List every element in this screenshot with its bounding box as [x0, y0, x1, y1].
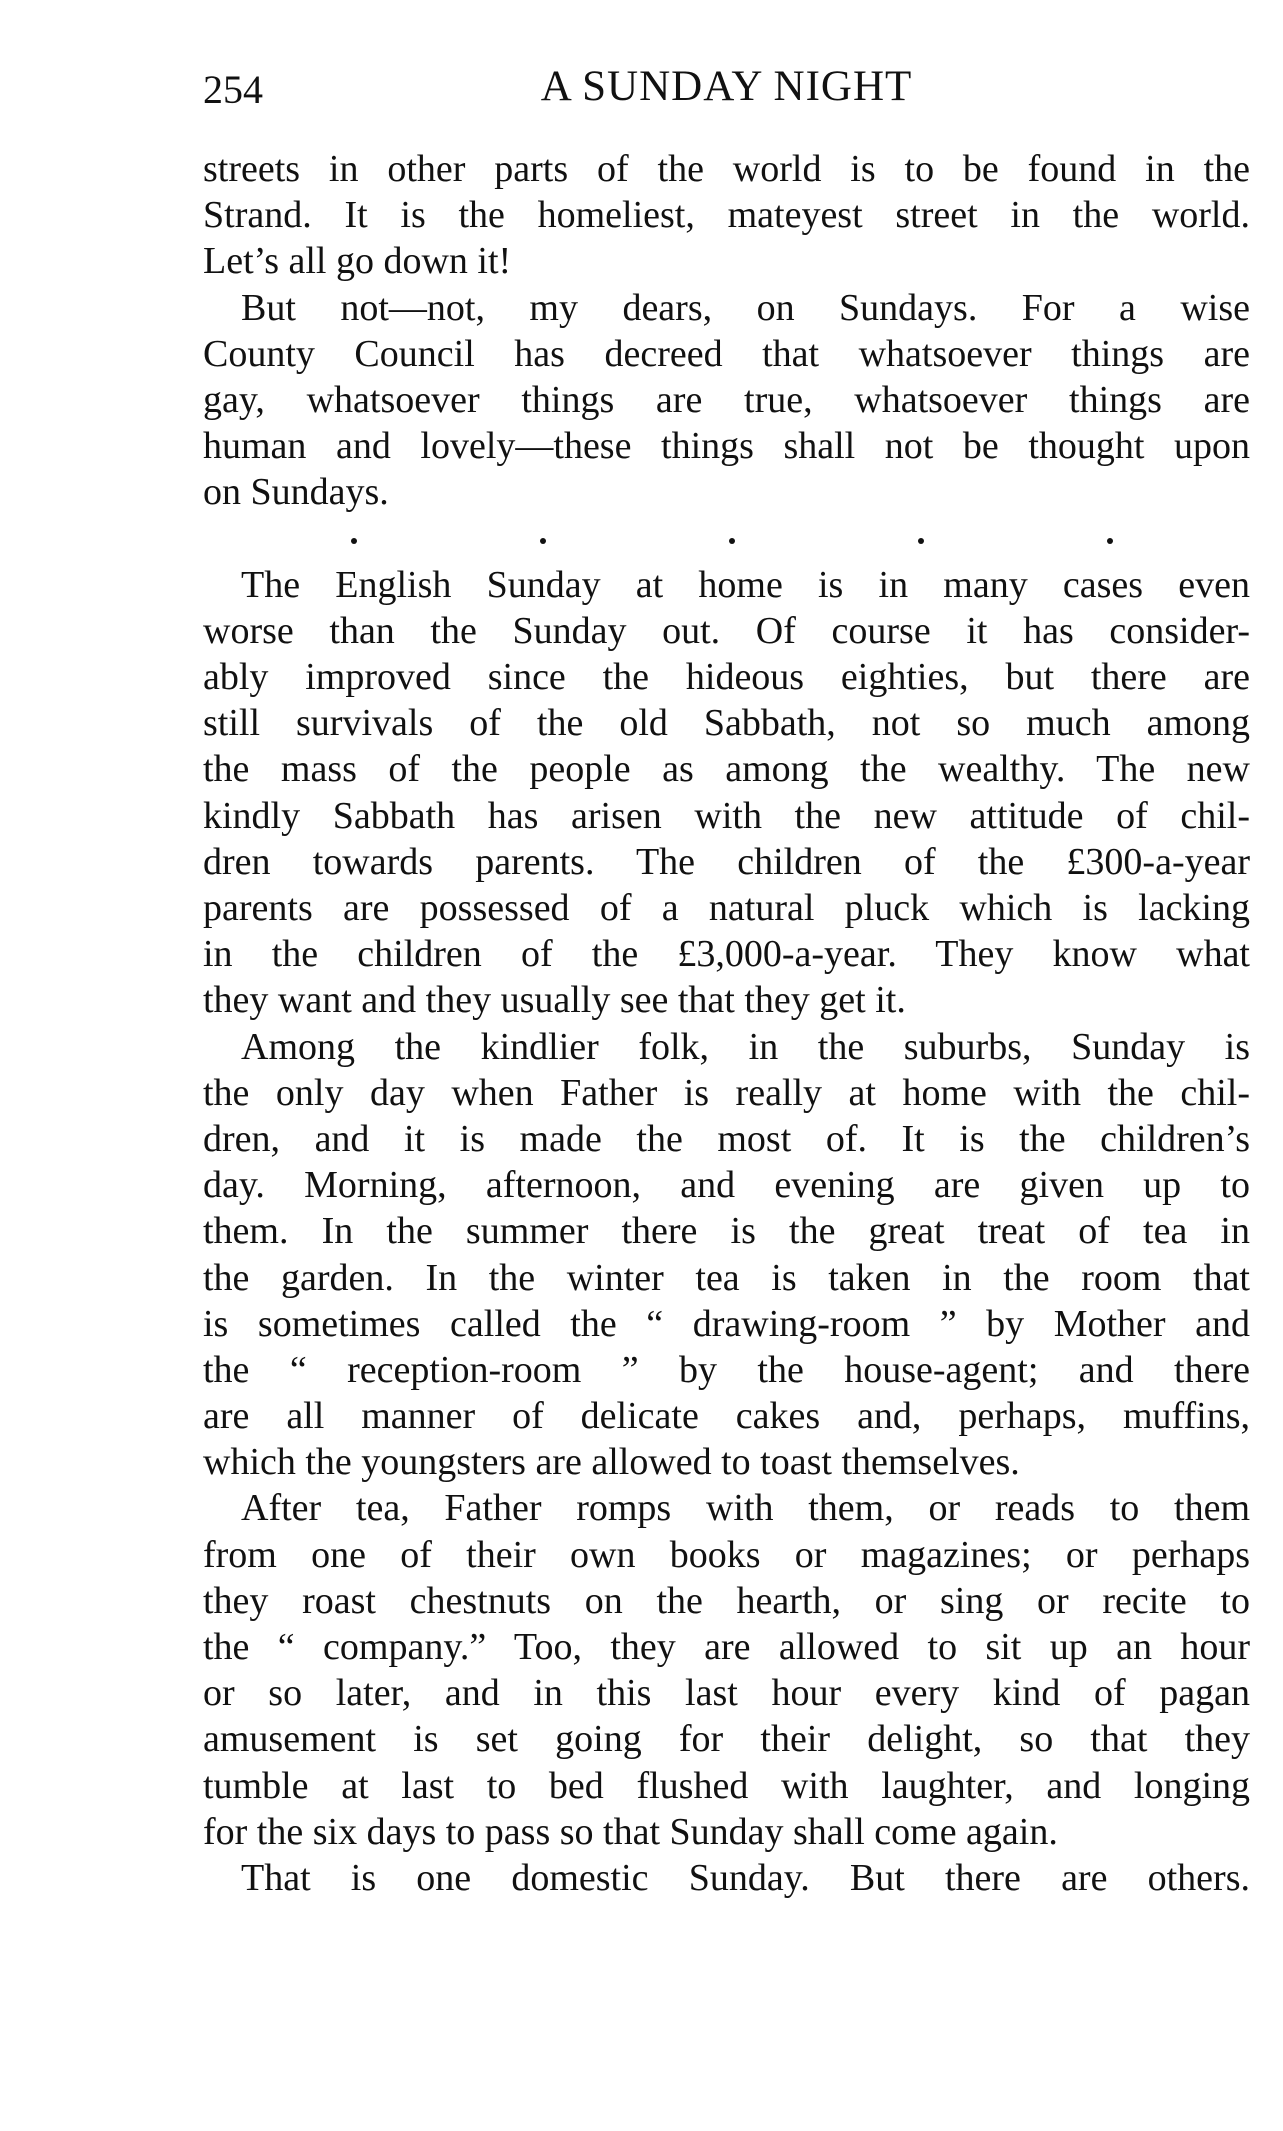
text-line: Strand. It is the homeliest, mateyest street in the world. [203, 194, 1250, 237]
text-line: on Sundays. [203, 471, 389, 514]
text-line: the garden. In the winter tea is taken in the room that [203, 1256, 1250, 1299]
text-line: Let’s all go down it! [203, 240, 512, 283]
separator-dot [540, 538, 546, 544]
text-line: are all manner of delicate cakes and, perhaps, muffins, [203, 1395, 1250, 1438]
running-title: A SUNDAY NIGHT [540, 63, 913, 110]
text-line: or so later, and in this last hour every kind of pagan [203, 1672, 1250, 1715]
text-line: them. In the summer there is the great treat of tea in [203, 1210, 1250, 1253]
text-line: human and lovely—these things shall not be thought upon [203, 425, 1250, 468]
page-number: 254 [203, 67, 263, 112]
text-line: tumble at last to bed flushed with laughter, and longing [203, 1764, 1250, 1807]
separator-dot [918, 538, 924, 544]
text-line: worse than the Sunday out. Of course it has consider- [203, 609, 1250, 652]
text-line: in the children of the £3,000-a-year. They know what [203, 933, 1250, 976]
paragraph [203, 1855, 1250, 1901]
paragraph [203, 146, 1250, 285]
text-line: day. Morning, afternoon, and evening are given up to [203, 1164, 1250, 1207]
text-line: Among the kindlier folk, in the suburbs, Sunday is [241, 1025, 1250, 1068]
text-line: the mass of the people as among the wealthy. The new [203, 748, 1250, 791]
text-line: from one of their own books or magazines; or perhaps [203, 1533, 1250, 1576]
text-line: kindly Sabbath has arisen with the new attitude of chil- [203, 794, 1250, 837]
text-line: which the youngsters are allowed to toast themselves. [203, 1441, 1020, 1484]
text-line: ably improved since the hideous eighties, but there are [203, 656, 1250, 699]
text-line: the “ company.” Too, they are allowed to sit up an hour [203, 1626, 1250, 1668]
text-line: the only day when Father is really at home with the chil- [203, 1071, 1250, 1114]
text-line: they roast chestnuts on the hearth, or sing or recite to [203, 1579, 1250, 1622]
separator-dot [1107, 538, 1113, 544]
text-line: County Council has decreed that whatsoever things are [203, 332, 1250, 375]
text-line: dren, and it is made the most of. It is the children’s [203, 1117, 1250, 1160]
text-line: still survivals of the old Sabbath, not so much among [203, 702, 1250, 745]
text-line: streets in other parts of the world is to be found in the [203, 148, 1250, 190]
text-line: parents are possessed of a natural pluck which is lacking [203, 887, 1250, 929]
section-break-dots [203, 516, 1250, 562]
text-line: The English Sunday at home is in many cases even [241, 563, 1250, 606]
paragraph [203, 1485, 1250, 1855]
separator-dot [351, 538, 357, 544]
text-line: But not—not, my dears, on Sundays. For a wise [241, 286, 1250, 329]
paragraph [203, 285, 1250, 516]
text-line: they want and they usually see that they get it. [203, 979, 906, 1022]
body-text [203, 146, 1250, 1901]
text-line: That is one domestic Sunday. But there are others. [241, 1856, 1250, 1899]
text-line: the “ reception-room ” by the house-agent; and there [203, 1348, 1250, 1391]
text-line: gay, whatsoever things are true, whatsoever things are [203, 378, 1250, 421]
separator-dot [729, 538, 735, 544]
page-header [203, 62, 1250, 122]
paragraph [203, 1024, 1250, 1486]
text-line: dren towards parents. The children of the £300-a-year [203, 840, 1250, 883]
text-line: is sometimes called the “ drawing-room ” by Mother and [203, 1302, 1250, 1345]
text-line: amusement is set going for their delight, so that they [203, 1718, 1250, 1761]
text-line: for the six days to pass so that Sunday shall come again. [203, 1810, 1058, 1853]
text-line: After tea, Father romps with them, or reads to them [241, 1487, 1250, 1530]
paragraph [203, 562, 1250, 1024]
